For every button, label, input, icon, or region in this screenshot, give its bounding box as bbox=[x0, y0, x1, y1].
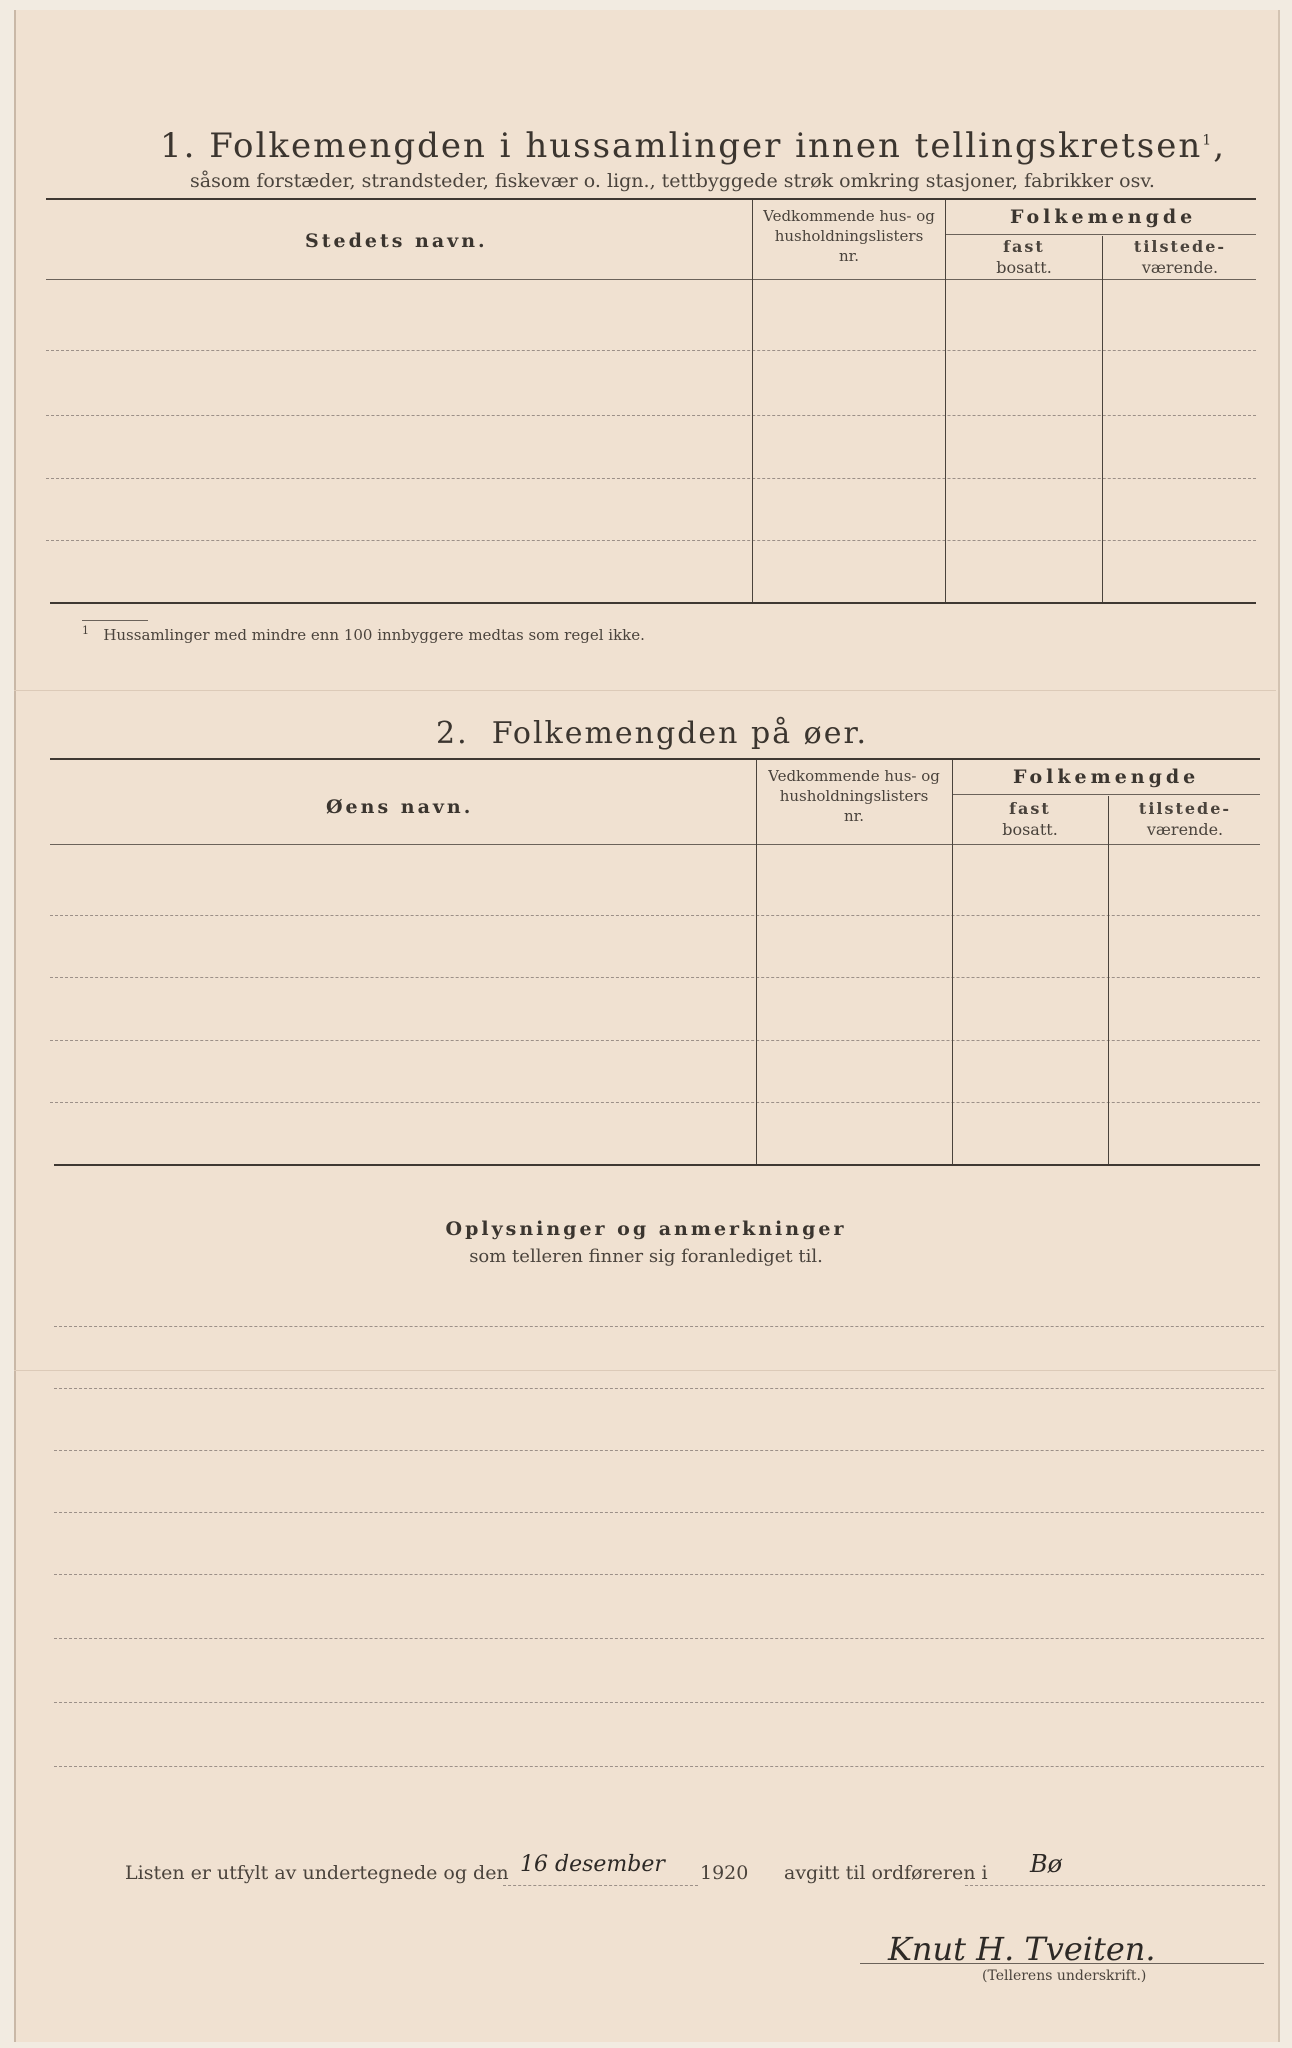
footer-text-a: Listen er utfylt av undertegnede og den bbox=[125, 1862, 509, 1884]
footnote-rule bbox=[82, 620, 148, 621]
column-header-tilstedevaerende: tilstede- værende. bbox=[1133, 237, 1227, 277]
signature-line bbox=[860, 1963, 1264, 1964]
column-header-lists: Vedkommende hus- og husholdningslisters nr. bbox=[768, 767, 940, 825]
column-header-fast-bosatt: fast bosatt. bbox=[996, 237, 1052, 277]
column-header-stedets-navn: Stedets navn. bbox=[305, 230, 488, 252]
column-header-fast-bosatt: fast bosatt. bbox=[1002, 799, 1058, 839]
footer-year: 1920 bbox=[700, 1862, 749, 1884]
signature-caption: (Tellerens underskrift.) bbox=[982, 1968, 1147, 1984]
fold-line bbox=[14, 690, 1276, 691]
section1-subtitle: såsom forstæder, strandsteder, fiskevær o. lign., tettbyggede strøk omkring stasjoner, fabrikker osv. bbox=[190, 170, 1155, 192]
section1-title: 1. Folkemengden i hussamlinger innen tellingskretsen$^1$, bbox=[160, 126, 1227, 166]
remarks-subheading: som telleren finner sig foranlediget til. bbox=[469, 1246, 823, 1267]
column-header-folkemengde: Folkemengde bbox=[1010, 206, 1197, 228]
document-page bbox=[14, 10, 1280, 2042]
remarks-heading: Oplysninger og anmerkninger bbox=[445, 1218, 847, 1240]
section2-title: 2. Folkemengden på øer. bbox=[436, 716, 869, 751]
footer-text-b: avgitt til ordføreren i bbox=[784, 1862, 988, 1884]
footnote: $^1$ Hussamlinger med mindre enn 100 innbyggere medtas som regel ikke. bbox=[82, 624, 645, 644]
handwritten-date: 16 desember bbox=[520, 1852, 665, 1877]
fold-line bbox=[14, 1370, 1276, 1371]
column-header-lists: Vedkommende hus- og husholdningslisters nr. bbox=[763, 207, 935, 265]
column-header-tilstedevaerende: tilstede- værende. bbox=[1138, 799, 1232, 839]
signature: Knut H. Tveiten. bbox=[888, 1930, 1156, 1968]
handwritten-place: Bø bbox=[1030, 1850, 1063, 1878]
column-header-folkemengde: Folkemengde bbox=[1013, 766, 1200, 788]
column-header-oens-navn: Øens navn. bbox=[326, 796, 474, 818]
